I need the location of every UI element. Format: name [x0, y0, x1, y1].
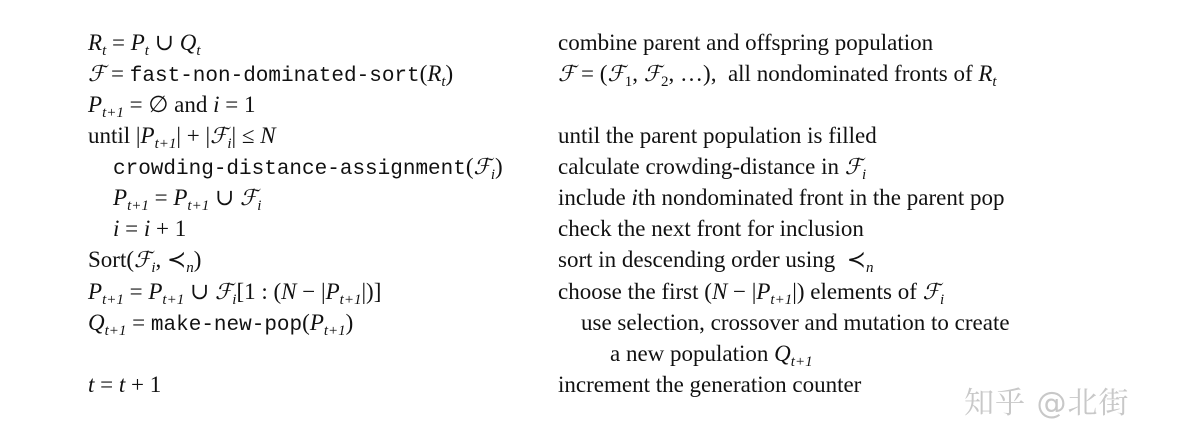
make-pop-function: make-new-pop: [150, 314, 303, 337]
comment-11: [558, 373, 861, 396]
sort-function: Sort: [88, 247, 127, 272]
comment-8-text: sort in descending order using: [558, 247, 836, 272]
algo-line-2: ℱ = fast-$non-dominated-sort(R_t)$: [88, 61, 454, 90]
algo-line-7: i = i + 1: [113, 216, 187, 241]
until-keyword: until: [88, 123, 131, 148]
comment-11-text: increment the generation counter: [558, 372, 862, 397]
comment-9: choose the first $(N - |P_{t+1}|)$ elements of ℱ$_i$: [558, 279, 945, 308]
crowding-function: crowding-distance-assignment: [113, 158, 466, 181]
comment-5: calculate crowding-distance in ℱ$_i$: [558, 154, 867, 183]
algo-line-6: $P_{t+1} = P_{t+1}$ ∪ ℱ$_i$: [113, 185, 262, 214]
comment-6-text-a: include: [558, 185, 626, 210]
comment-8: sort in descending order using $≺_n$: [558, 247, 874, 276]
comment-6-text-b: th nondominated front in the parent pop: [637, 185, 1005, 210]
comment-10-cont-text: a new population: [610, 341, 769, 366]
comment-6: include ith nondominated front in the parent pop: [558, 185, 1005, 210]
comment-7-text: check the next front for inclusion: [558, 216, 864, 241]
algo-line-5: crowding-distance-assignment(ℱ$_i$): [113, 154, 503, 183]
comment-5-text: calculate crowding-distance in: [558, 154, 839, 179]
algo-line-10: $Q_{t+1}$ = make-$new-pop(P_{t+1})$: [88, 310, 354, 339]
comment-9-text-b: elements of: [810, 279, 917, 304]
comment-4-text: until the parent population is filled: [558, 123, 877, 148]
comment-7: [558, 217, 864, 240]
comment-2: ℱ = (ℱ$_1$, ℱ$_2$, …), all nondominated fronts of $R_t$: [558, 61, 997, 90]
comment-9-text-a: choose the first: [558, 279, 699, 304]
algo-line-11: t = t + 1: [88, 372, 162, 397]
fast-sort-function: fast-non-dominated-sort: [129, 65, 420, 88]
algo-line-1: $R_t = P_t$ ∪ $Q_t$: [88, 30, 201, 59]
comment-1-text: combine parent and offspring population: [558, 30, 934, 55]
comment-10-text: use selection, crossover and mutation to create: [581, 310, 1010, 335]
comment-1: [558, 31, 933, 54]
comment-4: [558, 124, 877, 147]
comment-10-cont: a new population $Q_{t+1}$: [610, 341, 813, 370]
comment-2-text: all nondominated fronts of: [727, 61, 973, 86]
algo-line-9: $P_{t+1} = P_{t+1}$ ∪ ℱ$_i$[1 : $(N - |P_{t+1}|)$]: [88, 279, 382, 308]
and-word: and: [174, 92, 208, 117]
zhihu-watermark: 知乎 @北街: [964, 386, 1130, 421]
algo-line-8: Sort(ℱ$_i$, $≺_n$): [88, 247, 202, 276]
algo-line-3: $P_{t+1}$ = ∅ and i = 1: [88, 92, 256, 121]
algo-line-4: until $|P_{t+1}|$ + |ℱ$_i$| ≤ N: [88, 123, 276, 152]
comment-10: [581, 311, 1010, 334]
